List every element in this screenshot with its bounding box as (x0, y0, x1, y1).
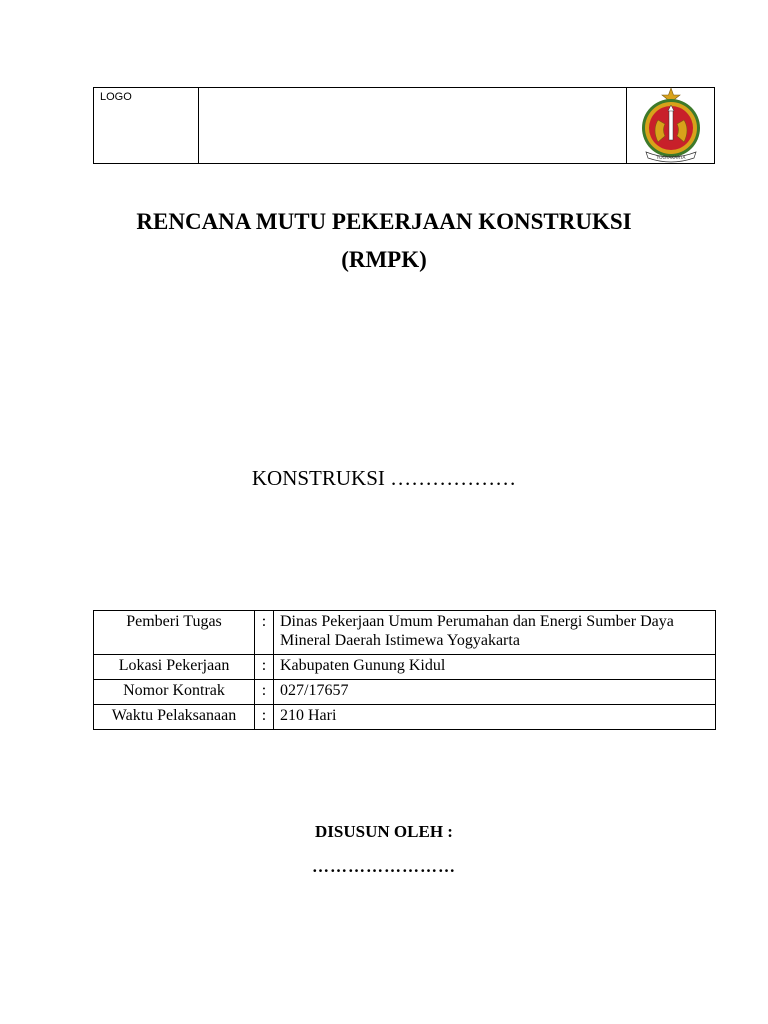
logo-label: LOGO (100, 91, 132, 103)
row-value: Kabupaten Gunung Kidul (274, 655, 716, 680)
row-label: Pemberi Tugas (94, 611, 255, 655)
yogyakarta-emblem-icon (638, 86, 704, 166)
row-value: 210 Hari (274, 705, 716, 730)
row-separator: : (255, 655, 274, 680)
project-info-table (93, 610, 716, 730)
row-value: Dinas Pekerjaan Umum Perumahan dan Energi Sumber Daya Mineral Daerah Istimewa Yogyakarta (274, 611, 716, 655)
prepared-by-value: …………………… (312, 857, 456, 876)
row-separator: : (255, 705, 274, 730)
konstruksi-label: KONSTRUKSI ……………… (251, 466, 517, 490)
row-label: Nomor Kontrak (94, 680, 255, 705)
header-middle-cell (199, 88, 627, 163)
row-value: 027/17657 (274, 680, 716, 705)
emblem-cell (627, 88, 714, 163)
logo-placeholder (94, 88, 199, 163)
table-row (94, 705, 716, 730)
header-box (93, 87, 715, 164)
svg-text:YOGYAKARTA: YOGYAKARTA (655, 155, 686, 161)
row-separator: : (255, 611, 274, 655)
title-line-2: (RMPK) (341, 247, 427, 272)
row-label: Waktu Pelaksanaan (94, 705, 255, 730)
table-row (94, 655, 716, 680)
table-row (94, 680, 716, 705)
table-row (94, 611, 716, 655)
row-label: Lokasi Pekerjaan (94, 655, 255, 680)
row-separator: : (255, 680, 274, 705)
prepared-by-label: DISUSUN OLEH : (315, 822, 453, 841)
title-line-1: RENCANA MUTU PEKERJAAN KONSTRUKSI (136, 209, 632, 234)
document-title (0, 203, 768, 279)
